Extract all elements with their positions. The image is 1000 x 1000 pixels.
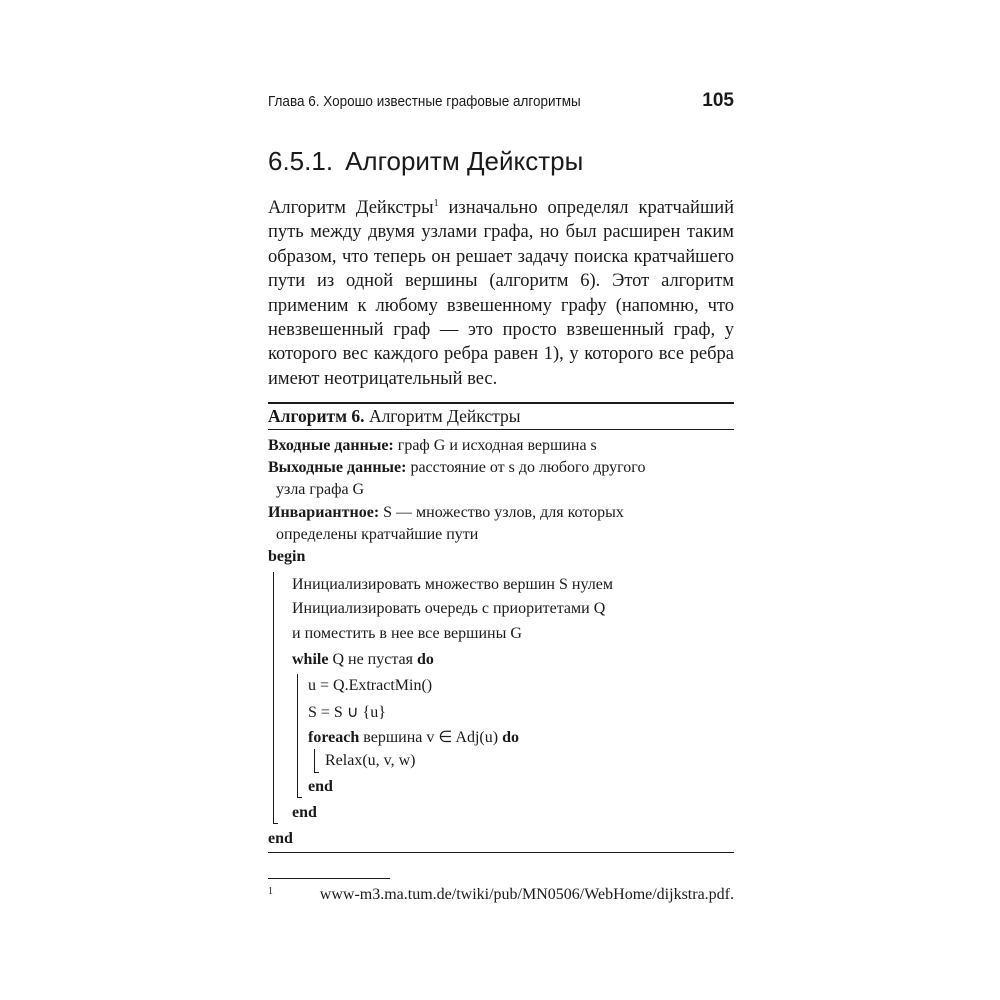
invariant-text-continuation: определены кратчайшие пути (276, 526, 479, 543)
keyword-do: do (416, 651, 434, 668)
running-head (268, 90, 734, 113)
algorithm-input-line (268, 437, 597, 455)
algorithm-output-line (268, 459, 645, 477)
section-heading (268, 146, 583, 177)
keyword-end: end (268, 830, 293, 847)
algorithm-bottom-rule (268, 852, 734, 853)
algorithm-top-rule (268, 402, 734, 404)
keyword-do-2: do (502, 729, 519, 746)
while-line (292, 651, 434, 669)
extract-min-line: u = Q.ExtractMin() (308, 677, 433, 694)
while-block-tick (297, 797, 302, 798)
init-s-line: Инициализировать множество вершин S нулем (292, 576, 613, 593)
foreach-condition: вершина v ∈ Adj(u) (363, 729, 499, 746)
keyword-end-while: end (292, 804, 317, 821)
paragraph-lead: Алгоритм Дейкстры (268, 198, 434, 218)
keyword-foreach: foreach (308, 729, 360, 746)
begin-block-bar (273, 572, 274, 824)
foreach-line (308, 727, 519, 747)
invariant-label: Инвариантное: (268, 504, 380, 521)
algorithm-caption-label: Алгоритм 6. (268, 406, 365, 426)
foreach-block-bar (314, 749, 315, 773)
section-title: Алгоритм Дейкстры (345, 146, 584, 176)
output-label: Выходные данные: (268, 459, 407, 476)
footnote-mark: 1 (268, 886, 273, 897)
relax-line: Relax(u, v, w) (325, 752, 416, 769)
footnote-text: www-m3.ma.tum.de/twiki/pub/MN0506/WebHome/dijkstra.pdf. (319, 886, 734, 903)
while-block-bar (297, 674, 298, 798)
paragraph-body: изначально определял кратчайший путь между двумя узлами графа, но был расширен таким образом, что теперь он решает задачу поиска кратчайшего пути из одной вершины (алгоритм 6). Этот алгоритм применим к любому взвешенному графу (напомню, что невзвешенный граф — это просто взвешенный граф, у которого вес каждого ребра равен 1), у которого все ребра имеют неотрицательный вес. (268, 198, 734, 389)
page-number: 105 (702, 90, 734, 111)
section-number: 6.5.1. (268, 146, 334, 176)
book-page (268, 0, 734, 1000)
body-paragraph (268, 196, 734, 391)
input-label: Входные данные: (268, 437, 394, 454)
footnote-reference: 1 (433, 197, 439, 209)
begin-block-tick (273, 823, 278, 824)
algorithm-caption-rule (268, 429, 734, 430)
input-text: граф G и исходная вершина s (397, 437, 597, 454)
algorithm-invariant-line (268, 504, 624, 522)
footnote-rule (268, 878, 390, 879)
chapter-title: Глава 6. Хорошо известные графовые алгоритмы (268, 93, 581, 110)
keyword-while: while (292, 651, 329, 668)
init-q-continuation: и поместить в нее все вершины G (292, 625, 522, 642)
output-text-continuation: узла графа G (276, 481, 365, 498)
while-condition: Q не пустая (332, 651, 413, 668)
output-text: расстояние от s до любого другого (410, 459, 646, 476)
algorithm-caption (268, 406, 521, 427)
union-line: S = S ∪ {u} (308, 704, 386, 721)
invariant-text: S — множество узлов, для которых (383, 504, 624, 521)
keyword-begin: begin (268, 548, 306, 565)
foreach-block-tick (314, 772, 319, 773)
keyword-end-foreach: end (308, 778, 333, 795)
init-q-line: Инициализировать очередь с приоритетами Q (292, 600, 606, 617)
algorithm-caption-title: Алгоритм Дейкстры (368, 406, 521, 426)
